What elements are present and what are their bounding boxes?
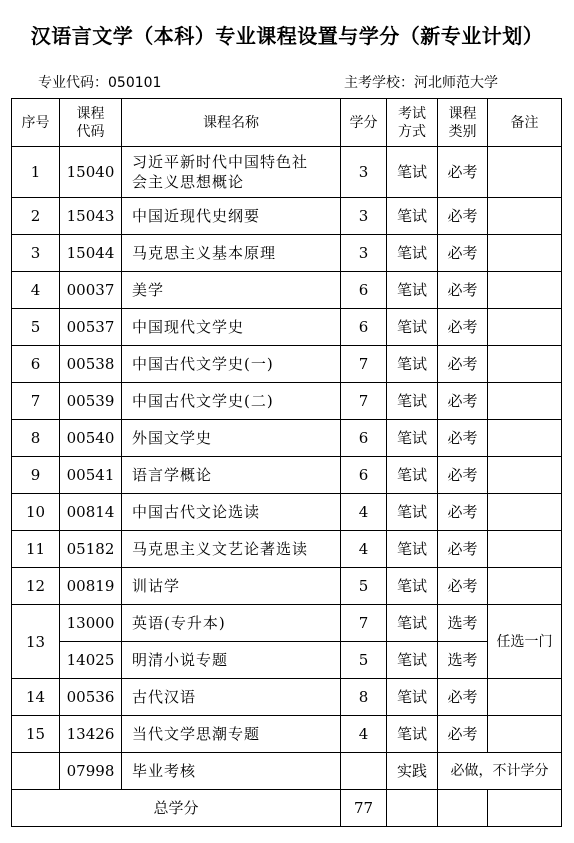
table-row [12, 753, 562, 790]
cell-type: 必考 [438, 679, 488, 716]
cell-exam: 笔试 [387, 716, 438, 753]
cell-code: 05182 [60, 531, 122, 568]
cell-empty [387, 790, 438, 827]
cell-code: 00814 [60, 494, 122, 531]
cell-exam: 笔试 [387, 642, 438, 679]
cell-seq: 7 [12, 383, 60, 420]
table-row [12, 605, 562, 642]
header-type: 课程 类别 [438, 99, 488, 147]
total-label: 总学分 [12, 790, 341, 827]
total-row [12, 790, 562, 827]
cell-credit: 3 [341, 235, 387, 272]
cell-code: 00538 [60, 346, 122, 383]
cell-credit: 8 [341, 679, 387, 716]
cell-seq: 10 [12, 494, 60, 531]
cell-name: 中国古代文学史(一) [122, 346, 341, 383]
cell-code: 00541 [60, 457, 122, 494]
cell-credit: 6 [341, 457, 387, 494]
cell-exam: 笔试 [387, 198, 438, 235]
header-name: 课程名称 [122, 99, 341, 147]
cell-seq: 1 [12, 147, 60, 198]
table-row [12, 235, 562, 272]
table-row [12, 531, 562, 568]
header-exam: 考试 方式 [387, 99, 438, 147]
cell-type: 选考 [438, 642, 488, 679]
cell-code: 07998 [60, 753, 122, 790]
cell-remark [488, 679, 562, 716]
cell-exam: 笔试 [387, 383, 438, 420]
cell-name: 中国古代文学史(二) [122, 383, 341, 420]
cell-exam: 笔试 [387, 420, 438, 457]
cell-code: 15040 [60, 147, 122, 198]
table-row [12, 457, 562, 494]
cell-seq: 8 [12, 420, 60, 457]
cell-seq: 2 [12, 198, 60, 235]
cell-credit: 3 [341, 198, 387, 235]
cell-type-note: 必做，不计学分 [438, 753, 562, 790]
cell-remark [488, 383, 562, 420]
cell-code: 00540 [60, 420, 122, 457]
cell-type: 必考 [438, 198, 488, 235]
cell-exam: 笔试 [387, 605, 438, 642]
cell-credit: 7 [341, 346, 387, 383]
cell-remark: 任选一门 [488, 605, 562, 679]
cell-credit: 6 [341, 420, 387, 457]
cell-seq: 5 [12, 309, 60, 346]
cell-credit [341, 753, 387, 790]
cell-remark [488, 272, 562, 309]
cell-seq: 11 [12, 531, 60, 568]
cell-name: 毕业考核 [122, 753, 341, 790]
cell-exam: 笔试 [387, 309, 438, 346]
cell-seq: 4 [12, 272, 60, 309]
header-seq: 序号 [12, 99, 60, 147]
cell-name: 马克思主义文艺论著选读 [122, 531, 341, 568]
cell-credit: 4 [341, 716, 387, 753]
cell-exam: 笔试 [387, 531, 438, 568]
table-row [12, 309, 562, 346]
table-header-row [12, 99, 562, 147]
total-credit: 77 [341, 790, 387, 827]
cell-remark [488, 235, 562, 272]
cell-code: 15044 [60, 235, 122, 272]
cell-exam: 笔试 [387, 346, 438, 383]
table-row [12, 568, 562, 605]
cell-type: 必考 [438, 531, 488, 568]
cell-code: 00539 [60, 383, 122, 420]
table-row [12, 716, 562, 753]
table-row [12, 383, 562, 420]
cell-name: 古代汉语 [122, 679, 341, 716]
table-row [12, 642, 562, 679]
cell-seq: 9 [12, 457, 60, 494]
cell-code: 00537 [60, 309, 122, 346]
cell-exam: 笔试 [387, 457, 438, 494]
cell-type: 必考 [438, 383, 488, 420]
cell-exam: 笔试 [387, 568, 438, 605]
cell-type: 必考 [438, 147, 488, 198]
major-code: 专业代码：050101 [38, 75, 162, 91]
cell-name: 马克思主义基本原理 [122, 235, 341, 272]
cell-type: 必考 [438, 420, 488, 457]
cell-credit: 5 [341, 568, 387, 605]
cell-exam: 笔试 [387, 494, 438, 531]
exam-school: 主考学校：河北师范大学 [344, 75, 498, 91]
cell-remark [488, 716, 562, 753]
cell-credit: 4 [341, 531, 387, 568]
cell-remark [488, 531, 562, 568]
course-table [11, 98, 562, 827]
cell-type: 选考 [438, 605, 488, 642]
cell-exam: 笔试 [387, 679, 438, 716]
header-credit: 学分 [341, 99, 387, 147]
cell-type: 必考 [438, 494, 488, 531]
cell-seq: 12 [12, 568, 60, 605]
cell-seq: 15 [12, 716, 60, 753]
table-row [12, 346, 562, 383]
cell-name: 明清小说专题 [122, 642, 341, 679]
cell-credit: 7 [341, 605, 387, 642]
header-remark: 备注 [488, 99, 562, 147]
cell-credit: 6 [341, 309, 387, 346]
cell-seq [12, 753, 60, 790]
table-row [12, 494, 562, 531]
table-row [12, 420, 562, 457]
table-row [12, 198, 562, 235]
cell-code: 13000 [60, 605, 122, 642]
table-row [12, 147, 562, 198]
cell-remark [488, 309, 562, 346]
cell-name: 语言学概论 [122, 457, 341, 494]
cell-credit: 4 [341, 494, 387, 531]
cell-credit: 6 [341, 272, 387, 309]
cell-code: 15043 [60, 198, 122, 235]
cell-code: 00536 [60, 679, 122, 716]
cell-type: 必考 [438, 346, 488, 383]
cell-seq: 13 [12, 605, 60, 679]
cell-empty [488, 790, 562, 827]
cell-name: 中国古代文论选读 [122, 494, 341, 531]
cell-code: 00819 [60, 568, 122, 605]
cell-name: 中国现代文学史 [122, 309, 341, 346]
cell-code: 14025 [60, 642, 122, 679]
cell-type: 必考 [438, 568, 488, 605]
cell-remark [488, 494, 562, 531]
cell-remark [488, 147, 562, 198]
cell-name: 当代文学思潮专题 [122, 716, 341, 753]
cell-exam: 笔试 [387, 147, 438, 198]
cell-name: 美学 [122, 272, 341, 309]
cell-remark [488, 198, 562, 235]
cell-exam: 笔试 [387, 272, 438, 309]
table-row [12, 272, 562, 309]
page-title: 汉语言文学（本科）专业课程设置与学分（新专业计划） [30, 24, 544, 48]
cell-name: 外国文学史 [122, 420, 341, 457]
header-code: 课程 代码 [60, 99, 122, 147]
cell-name: 英语(专升本) [122, 605, 341, 642]
cell-exam: 实践 [387, 753, 438, 790]
cell-type: 必考 [438, 272, 488, 309]
cell-remark [488, 346, 562, 383]
cell-name: 训诂学 [122, 568, 341, 605]
cell-code: 00037 [60, 272, 122, 309]
cell-empty [438, 790, 488, 827]
cell-seq: 3 [12, 235, 60, 272]
cell-type: 必考 [438, 457, 488, 494]
table-row [12, 679, 562, 716]
cell-seq: 14 [12, 679, 60, 716]
cell-name: 中国近现代史纲要 [122, 198, 341, 235]
cell-remark [488, 420, 562, 457]
cell-type: 必考 [438, 716, 488, 753]
cell-remark [488, 457, 562, 494]
cell-type: 必考 [438, 309, 488, 346]
cell-code: 13426 [60, 716, 122, 753]
cell-name: 习近平新时代中国特色社 会主义思想概论 [122, 147, 341, 198]
cell-credit: 3 [341, 147, 387, 198]
cell-exam: 笔试 [387, 235, 438, 272]
cell-type: 必考 [438, 235, 488, 272]
cell-credit: 7 [341, 383, 387, 420]
cell-credit: 5 [341, 642, 387, 679]
cell-seq: 6 [12, 346, 60, 383]
cell-remark [488, 568, 562, 605]
